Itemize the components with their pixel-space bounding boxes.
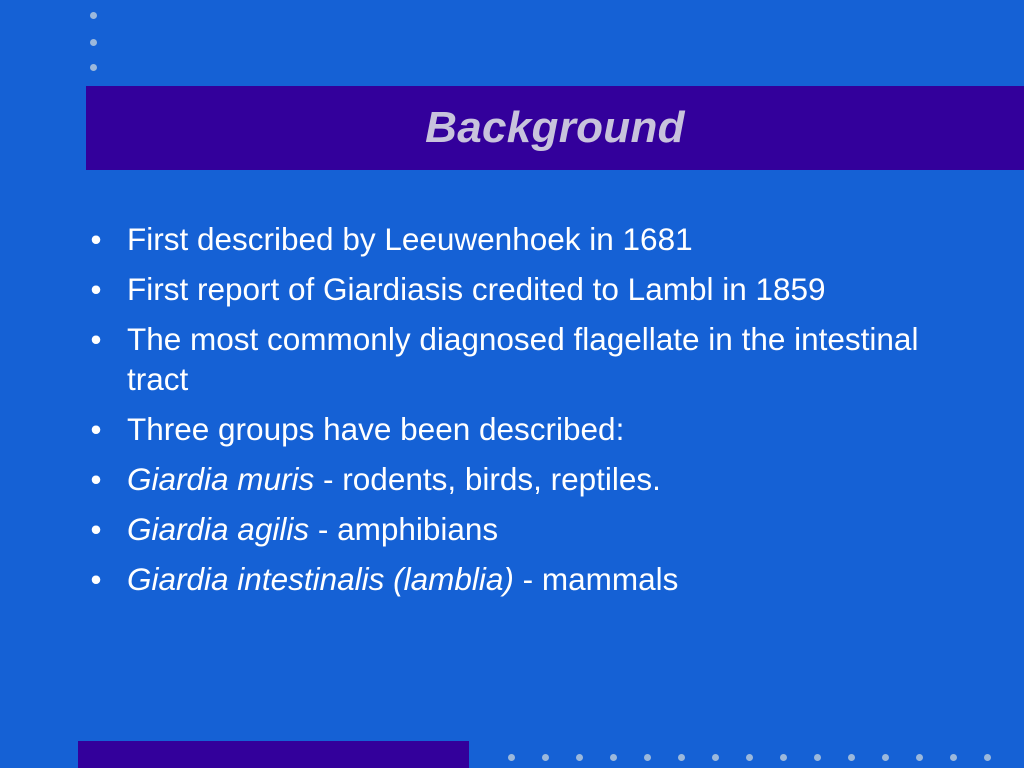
decor-dot [780, 754, 787, 761]
bullet-item [86, 409, 946, 449]
footer-bar [78, 741, 469, 768]
decor-dot [576, 754, 583, 761]
bullet-item [86, 559, 946, 599]
decor-dot [644, 754, 651, 761]
species-name: Giardia intestinalis (lamblia) [127, 561, 514, 597]
decor-dot [814, 754, 821, 761]
bullet-marker: • [90, 271, 102, 307]
bullet-text: - rodents, birds, reptiles. [314, 461, 661, 497]
bullet-marker: • [90, 561, 102, 597]
decor-dot [746, 754, 753, 761]
decor-dot [542, 754, 549, 761]
bullet-item [86, 269, 946, 309]
species-name: Giardia muris [127, 461, 315, 497]
bullet-marker: • [90, 511, 102, 547]
decor-dot [712, 754, 719, 761]
decor-dot [916, 754, 923, 761]
bullet-list [86, 219, 946, 609]
bullet-item [86, 319, 946, 399]
bullet-item [86, 219, 946, 259]
bullet-marker: • [90, 461, 102, 497]
bullet-marker: • [90, 321, 102, 357]
bullet-text: First report of Giardiasis credited to Lambl in 1859 [127, 271, 826, 307]
decor-dot [610, 754, 617, 761]
bullet-marker: • [90, 221, 102, 257]
bullet-text: - amphibians [309, 511, 499, 547]
species-name: Giardia agilis [127, 511, 310, 547]
bullet-text: The most commonly diagnosed flagellate in the intestinal tract [127, 321, 919, 397]
bullet-marker: • [90, 411, 102, 447]
bullet-text: First described by Leeuwenhoek in 1681 [127, 221, 693, 257]
decor-dot [678, 754, 685, 761]
slide-title: Background [425, 103, 685, 152]
decor-dot [882, 754, 889, 761]
bullet-item [86, 509, 946, 549]
decor-dot [508, 754, 515, 761]
decor-dot [90, 12, 97, 19]
decor-dot [90, 64, 97, 71]
decor-dot [90, 39, 97, 46]
bullet-item [86, 459, 946, 499]
decor-dot [950, 754, 957, 761]
decor-dot [848, 754, 855, 761]
bullet-text: - mammals [513, 561, 679, 597]
bullet-text: Three groups have been described: [127, 411, 625, 447]
decor-dot [984, 754, 991, 761]
